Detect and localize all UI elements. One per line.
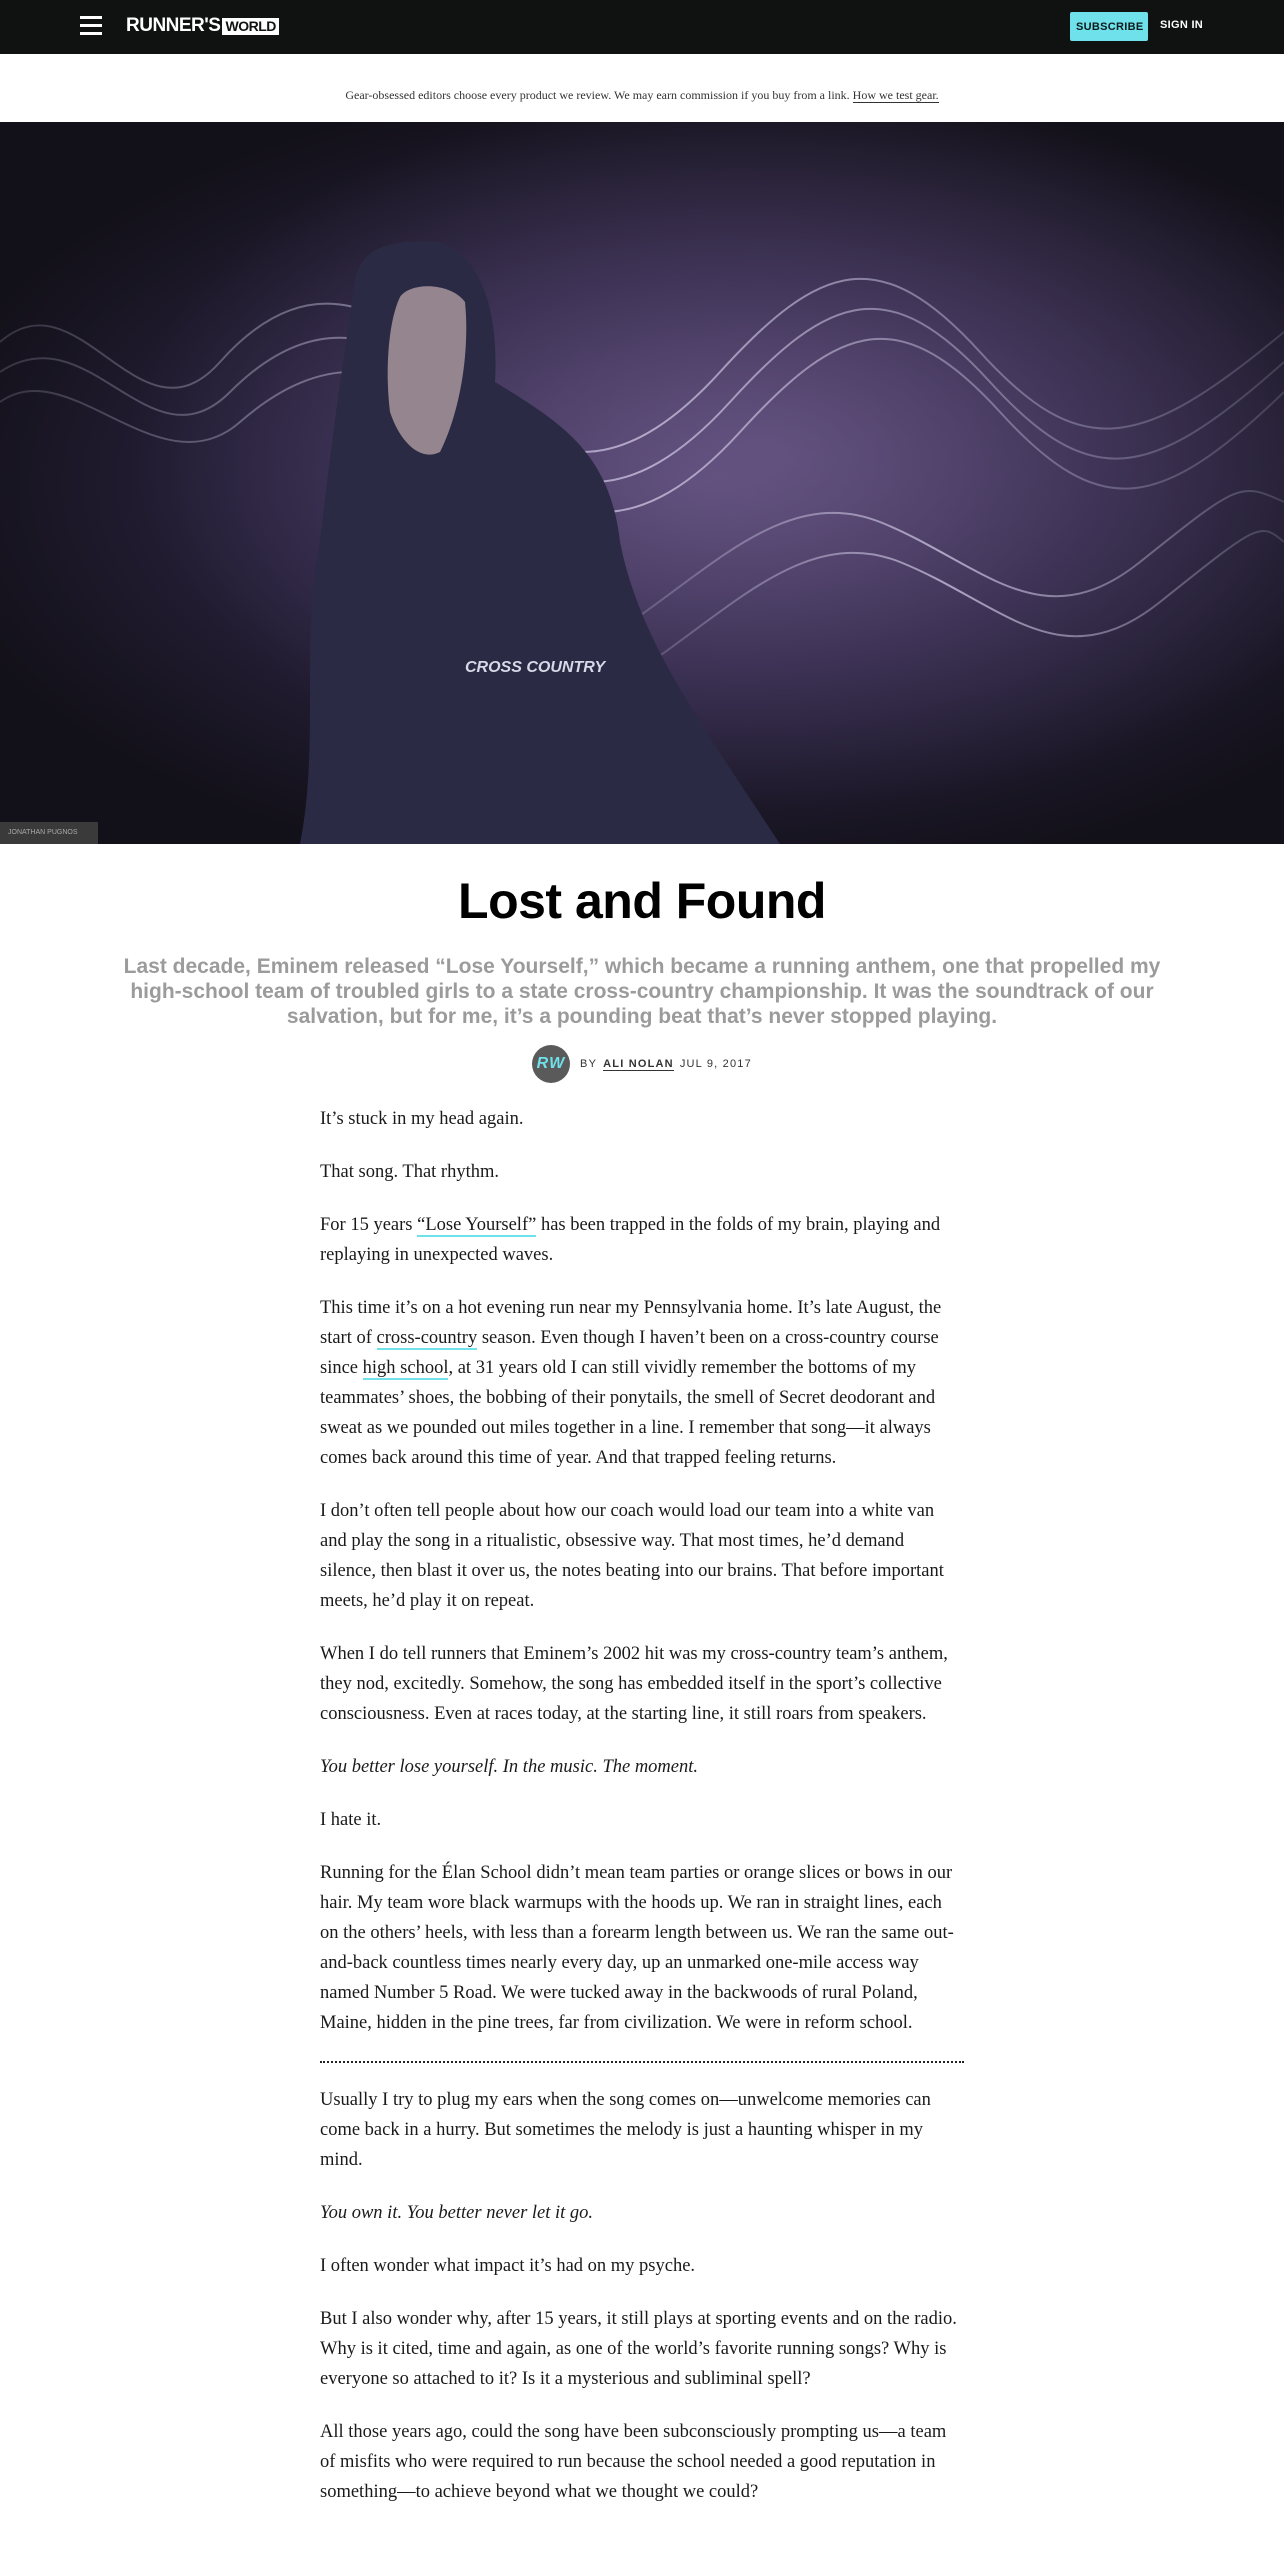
affiliate-disclaimer xyxy=(0,88,1284,103)
article-body xyxy=(320,1104,964,2530)
byline-by: BY xyxy=(580,1058,598,1070)
menu-icon[interactable] xyxy=(80,16,102,36)
site-logo[interactable] xyxy=(126,15,279,37)
paragraph: When I do tell runners that Eminem’s 2002 hit was my cross-country team’s anthem, they nod, excitedly. Somehow, the song has embedded itself in the sport’s collective consciousness. Even at races today, at the starting line, it still roars from speakers. xyxy=(320,1644,948,1724)
disclaimer-text: Gear-obsessed editors choose every product we review. We may earn commission if you buy from a link. xyxy=(345,88,850,102)
lyric-quote: You own it. You better never let it go. xyxy=(320,2203,594,2223)
lose-yourself-link[interactable]: “Lose Yourself” xyxy=(417,1215,537,1235)
sign-in-link[interactable]: SIGN IN xyxy=(1160,19,1204,31)
high-school-link[interactable]: high school xyxy=(362,1358,449,1378)
paragraph: But I also wonder why, after 15 years, it still plays at sporting events and on the radio. Why is it cited, time and again, as one of the world’s favorite running songs? Why is everyone so attached to it? Is it a mysterious and subliminal spell? xyxy=(320,2309,957,2389)
jacket-print-text: CROSS COUNTRY xyxy=(465,659,606,676)
text-run: season. Even though I haven’t been on a cross-country course since xyxy=(320,1328,939,1378)
hero-image xyxy=(0,122,1284,844)
author-avatar[interactable]: RW xyxy=(532,1045,570,1083)
subscribe-button[interactable]: SUBSCRIBE xyxy=(1070,12,1148,41)
paragraph: It’s stuck in my head again. xyxy=(320,1109,524,1129)
paragraph: I hate it. xyxy=(320,1810,382,1830)
paragraph: Running for the Élan School didn’t mean team parties or orange slices or bows in our hair. My team wore black warmups with the hoods up. We ran in straight lines, each on the others’ heels, with less than a forearm length between us. We ran the same out-and-back countless times nearly every day, up an unmarked one-mile access way named Number 5 Road. We were tucked away in the backwoods of rural Poland, Maine, hidden in the pine trees, far from civilization. We were in reform school. xyxy=(320,1863,954,2033)
article-dek: Last decade, Eminem released “Lose Yourself,” which became a running anthem, one that propelled my high-school team of troubled girls to a state cross-country championship. It was the soundtrack of our salvation, but for me, it’s a pounding beat that’s never stopped playing. xyxy=(123,955,1161,1028)
article-title: Lost and Found xyxy=(458,873,826,929)
text-run: For 15 years xyxy=(320,1215,418,1235)
byline xyxy=(0,1045,1284,1083)
paragraph: I don’t often tell people about how our coach would load our team into a white van and play the song in a ritualistic, obsessive way. That most times, he’d demand silence, then blast it over us, the notes beating into our brains. That before important meets, he’d play it on repeat. xyxy=(320,1501,944,1611)
paragraph: That song. That rhythm. xyxy=(320,1162,499,1182)
paragraph: Usually I try to plug my ears when the song comes on—unwelcome memories can come back in a hurry. But sometimes the melody is just a haunting whisper in my mind. xyxy=(320,2090,931,2170)
paragraph xyxy=(320,1293,964,1473)
photo-credit: JONATHAN PUGNOS xyxy=(0,822,98,844)
logo-box-text: WORLD xyxy=(222,18,278,35)
logo-text: RUNNER'S xyxy=(126,15,221,36)
how-we-test-gear-link[interactable]: How we test gear. xyxy=(852,88,939,102)
publish-date: JUL 9, 2017 xyxy=(679,1058,752,1070)
hero-illustration xyxy=(0,122,1284,844)
paragraph: I often wonder what impact it’s had on my psyche. xyxy=(320,2256,696,2276)
text-run: , at 31 years old I can still vividly remember the bottoms of my teammates’ shoes, the bobbing of their ponytails, the smell of Secret deodorant and sweat as we pounded out miles together in a line. I remember that song—it always comes back around this time of year. And that trapped feeling returns. xyxy=(320,1358,936,1468)
lyric-quote: You better lose yourself. In the music. The moment. xyxy=(320,1757,699,1777)
top-navigation-bar xyxy=(0,0,1284,54)
paragraph xyxy=(320,1210,964,1270)
text-run: This time it’s on a hot evening run near my Pennsylvania home. It’s late August, the start of xyxy=(320,1298,942,1348)
cross-country-link[interactable]: cross-country xyxy=(376,1328,478,1348)
paragraph: All those years ago, could the song have been subconsciously prompting us—a team of misfits who were required to run because the school needed a good reputation in something—to achieve beyond what we thought we could? xyxy=(320,2422,947,2502)
text-run: has been trapped in the folds of my brain, playing and replaying in unexpected waves. xyxy=(320,1215,941,1265)
author-link[interactable]: ALI NOLAN xyxy=(603,1057,674,1070)
section-divider xyxy=(320,2061,964,2063)
